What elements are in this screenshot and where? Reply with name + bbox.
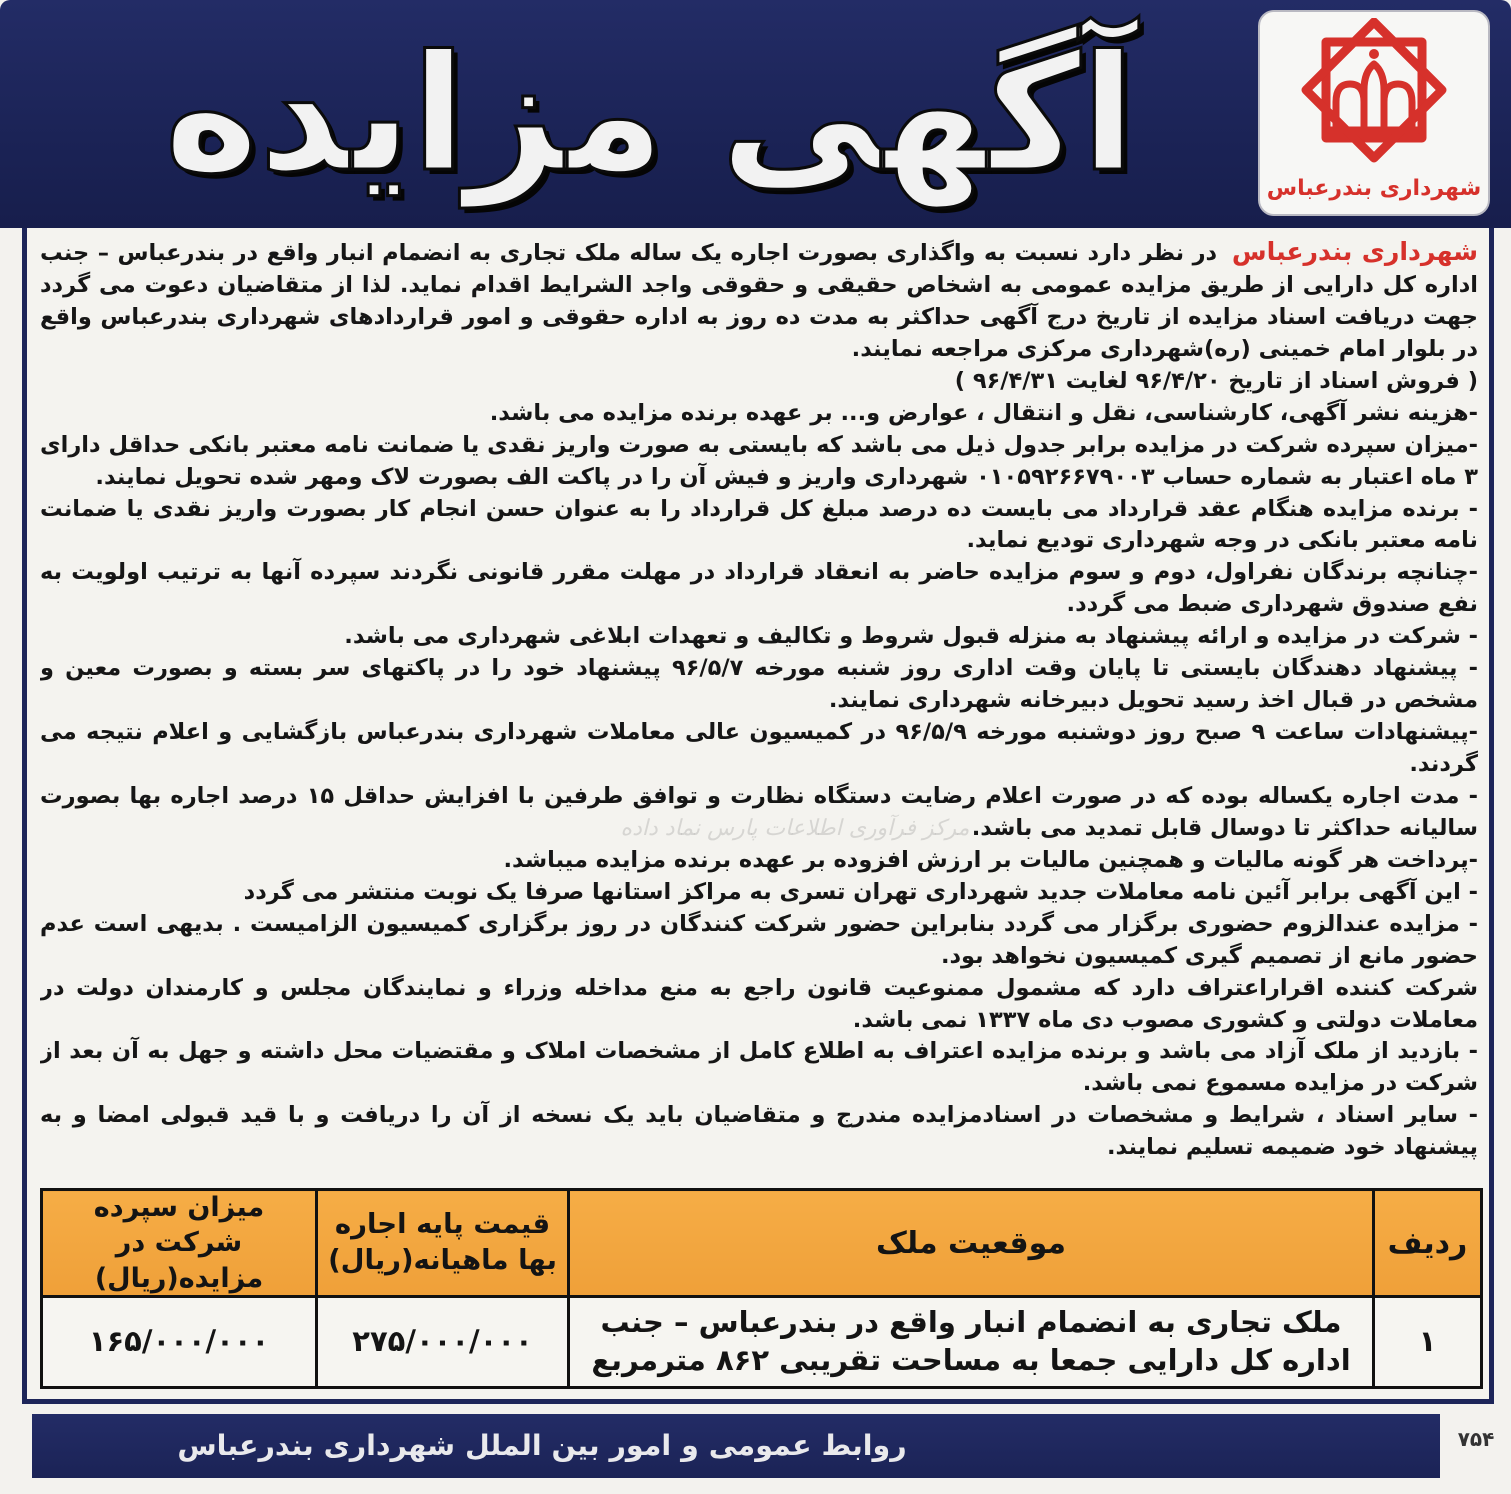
condition-paragraph: - مدت اجاره یکساله بوده که در صورت اعلام رضایت دستگاه نظارت و توافق طرفین با افزایش حداقل ۱۵ درصد اجاره بها بصورت سالیانه حداکثر تا دوسال قابل تمدید می باشد. [40, 782, 1478, 841]
condition-paragraph: - بازدید از ملک آزاد می باشد و برنده مزایده اعتراف به اطلاع کامل از مشخصات املاک و مقتضیات محل داشته و جهل به آن بعد از شرکت در مزایده مسموع نمی باشد. [40, 1038, 1478, 1097]
footer-text: روابط عمومی و امور بین الملل شهرداری بندرعباس [177, 1429, 907, 1462]
table-header-cell [1374, 1190, 1482, 1297]
header-deposit: میزان سپرده شرکت در مزایده(ریال) [93, 1192, 265, 1294]
property-location: ملک تجاری به انضمام انبار واقع در بندرعباس – جنب اداره کل دارایی جمعا به مساحت تقریبی ۸۶۲ مترمربع [591, 1305, 1351, 1377]
table-header-cell [569, 1190, 1374, 1297]
deposit-value: ۱۶۵/۰۰۰/۰۰۰ [88, 1324, 270, 1359]
condition-paragraph: - مزایده عندالزوم حضوری برگزار می گردد بنابراین حضور شرکت کنندگان در روز برگزاری کمیسیون الزامیست . بدیهی است عدم حضور مانع از تصمیم گیری کمیسیون نخواهد بود. [40, 910, 1478, 969]
header-row-number: ردیف [1387, 1225, 1468, 1261]
condition-paragraph: - این آگهی برابر آئین نامه معاملات جدید شهرداری تهران تسری به مراکز استانها صرفا یک نوبت منتشر می گردد [243, 878, 1478, 905]
ad-title: آگهی مزایده [164, 20, 1136, 207]
condition-paragraph: - شرکت در مزایده و ارائه پیشنهاد به منزله قبول شروط و تکالیف و تعهدات ابلاغی شهرداری می باشد. [344, 623, 1478, 650]
municipality-logo [1258, 10, 1490, 216]
notice-body [40, 234, 1478, 1182]
condition-paragraph: - پیشنهاد دهندگان بایستی تا پایان وقت اداری روز شنبه مورخه ۹۶/۵/۷ پیشنهاد خود را در پاکتهای سر بسته و بصورت معین و مشخص در قبال اخذ رسید تحویل دبیرخانه شهرداری نمایند. [40, 655, 1478, 714]
table-cell [569, 1297, 1374, 1388]
page-number: ۷۵۴ [1457, 1427, 1495, 1451]
row-number: ۱ [1418, 1324, 1437, 1359]
table-header-cell [42, 1190, 317, 1297]
logo-caption: شهرداری بندرعباس [1266, 176, 1482, 201]
municipality-emblem-icon [1274, 18, 1474, 168]
condition-paragraph: شرکت کننده اقراراعتراف دارد که مشمول ممنوعیت قانون راجع به منع مداخله وزراء و نمایندگان مجلس و کارمندان دولت در معاملات دولتی و کشوری مصوب دی ماه ۱۳۳۷ نمی باشد. [40, 974, 1478, 1033]
ad-header [0, 0, 1511, 228]
table-cell [1374, 1297, 1482, 1388]
condition-paragraph: - برنده مزایده هنگام عقد قرارداد می بایست ده درصد مبلغ کل قرارداد را به عنوان حسن انجام کار بصورت واریز نقدی یا ضمانت نامه معتبر بانکی در وجه شهرداری تودیع نماید. [40, 495, 1478, 554]
table-cell [317, 1297, 569, 1388]
table-cell [42, 1297, 317, 1388]
table-row [42, 1297, 1482, 1388]
condition-paragraph: -هزینه نشر آگهی، کارشناسی، نقل و انتقال ، عوارض و... بر عهده برنده مزایده می باشد. [489, 399, 1478, 426]
header-base-rent: قیمت پایه اجاره بها ماهیانه(ریال) [328, 1208, 557, 1276]
header-property-location: موقعیت ملک [876, 1225, 1066, 1261]
condition-paragraph: -پیشنهادات ساعت ۹ صبح روز دوشنبه مورخه ۹۶/۵/۹ در کمیسیون عالی معاملات شهرداری بندرعباس بازگشایی و اعلام نتیجه می گردند. [40, 719, 1478, 777]
intro-paragraph [40, 234, 1478, 366]
condition-paragraph: -چنانچه برندگان نفراول، دوم و سوم مزایده حاضر به انعقاد قرارداد در مهلت مقرر قانونی نگردند سپرده آنها به ترتیب اولویت به نفع صندوق شهرداری ضبط می گردد. [40, 559, 1478, 618]
base-rent-value: ۲۷۵/۰۰۰/۰۰۰ [352, 1324, 533, 1359]
auction-table [40, 1188, 1483, 1389]
table-header-cell [317, 1190, 569, 1297]
condition-paragraph: -میزان سپرده شرکت در مزایده برابر جدول ذیل می باشد که بایستی به صورت واریز نقدی یا ضمانت نامه معتبر بانکی حداقل دارای ۳ ماه اعتبار به شماره حساب ۰۱۰۵۹۲۶۶۷۹۰۰۳ شهرداری واریز و فیش آن را در پاکت الف بصورت لاک ومهر شده تحویل نمایند. [40, 431, 1478, 490]
condition-paragraph: - سایر اسناد ، شرایط و مشخصات در اسنادمزایده مندرج و متقاضیان باید یک نسخه از آن را دریافت و با قید قبولی امضا و به پیشنهاد خود ضمیمه تسلیم نمایند. [40, 1102, 1478, 1161]
table-header-row [42, 1190, 1482, 1297]
condition-paragraph: -پرداخت هر گونه مالیات و همچنین مالیات بر ارزش افزوده بر عهده برنده مزایده میباشد. [503, 846, 1478, 873]
footer-bar [32, 1414, 1440, 1478]
organization-name: شهرداری بندرعباس [1231, 237, 1478, 266]
intro-text: در نظر دارد نسبت به واگذاری بصورت اجاره یک ساله ملک تجاری به انضمام انبار واقع در بندرعباس – جنب اداره کل دارایی از طریق مزایده عمومی به اشخاص حقیقی و حقوقی واجد الشرایط اقدام نماید. لذا از متقاضیان دعوت می گردد جهت دریافت اسناد مزایده از تاریخ درج آگهی حداکثر به مدت ده روز به اداره حقوقی و امور قراردادهای شهرداری بندرعباس واقع در بلوار امام خمینی (ره)شهرداری مرکزی مراجعه نمایند. [40, 240, 1478, 362]
document-sale-dates: ( فروش اسناد از تاریخ ۹۶/۴/۲۰ لغایت ۹۶/۴/۳۱ ) [954, 367, 1478, 394]
watermark: مرکز فرآوری اطلاعات پارس نماد داده [620, 816, 970, 841]
